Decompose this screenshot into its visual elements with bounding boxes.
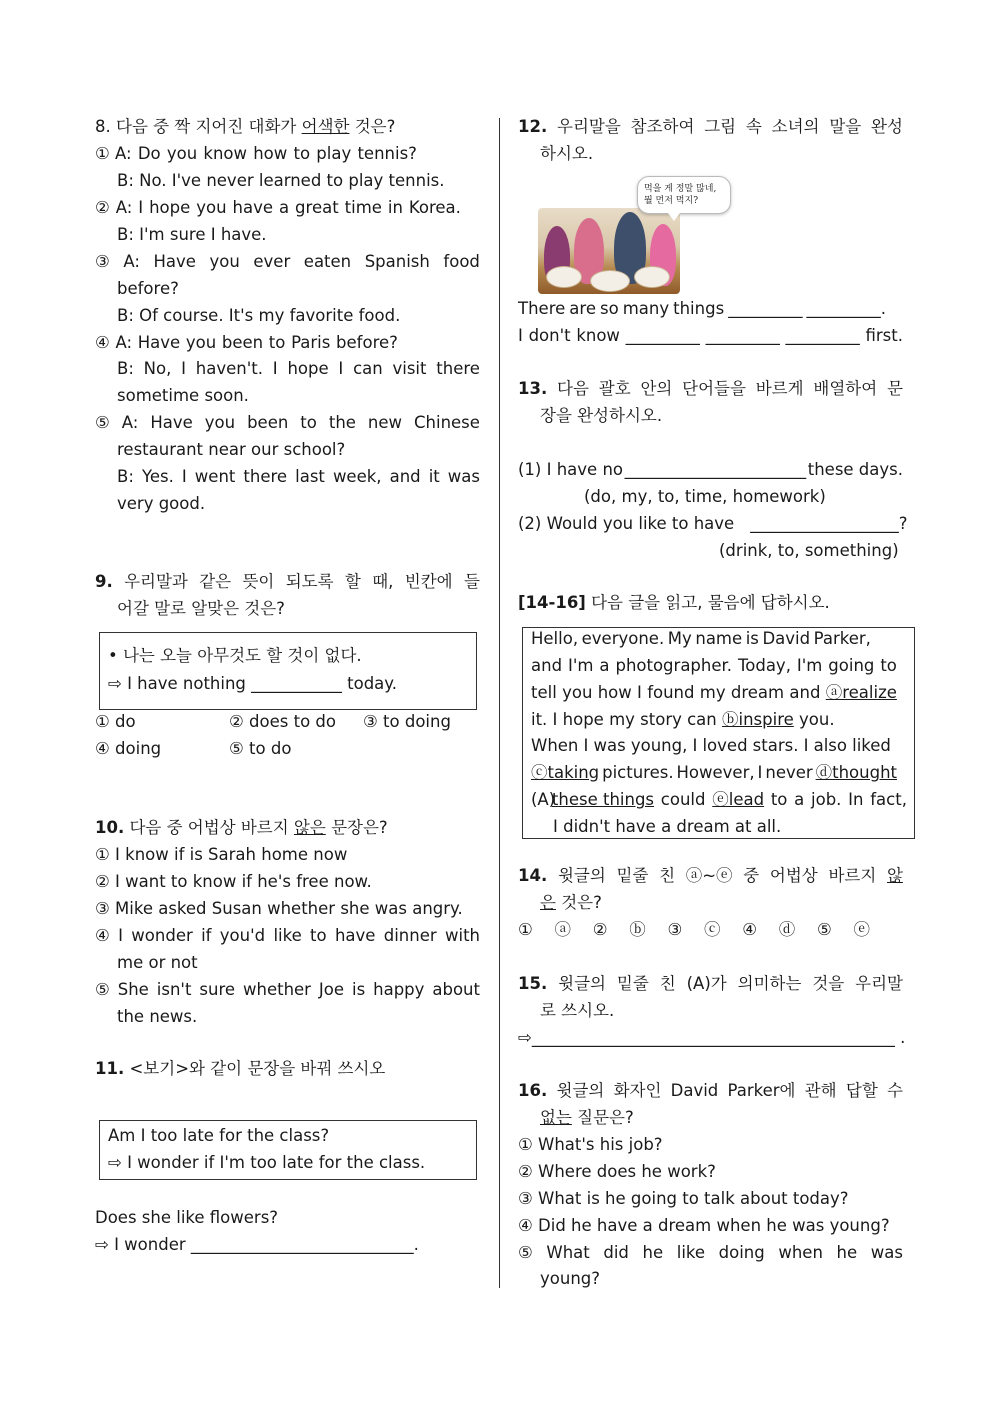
word: David — [762, 629, 811, 648]
word: ⓐ~ⓔ — [685, 866, 733, 885]
word: Do — [137, 144, 161, 163]
word: 바르지 — [828, 866, 877, 885]
word: Hello, — [531, 629, 579, 648]
word: 배열하여 — [813, 379, 878, 398]
word: sure — [199, 980, 236, 999]
word: I — [138, 198, 144, 217]
q9-option-2[interactable]: ② does to do — [229, 712, 336, 731]
word: like — [273, 926, 302, 945]
word: know — [203, 144, 247, 163]
word: 안의 — [640, 379, 673, 398]
q9-example-box — [99, 632, 477, 710]
word: the — [328, 413, 356, 432]
word: when — [778, 1243, 823, 1262]
word: can — [353, 359, 383, 378]
word: ⓓ — [778, 920, 796, 939]
word: young, — [630, 736, 688, 755]
word: dinner — [383, 926, 437, 945]
q10-option-5-b: the news. — [117, 1007, 198, 1026]
word: A: — [115, 333, 133, 352]
word: _________ — [785, 326, 860, 345]
family-meal-photo — [538, 208, 680, 294]
question-15-title-line1: 15. 윗글의 밑줄 친 (A)가 의미하는 것을 우리말 — [518, 974, 903, 993]
word: you — [166, 144, 198, 163]
word: to — [293, 144, 311, 163]
word: many — [622, 299, 670, 318]
word: 윗글의 — [556, 1081, 605, 1100]
word: Have — [137, 333, 181, 352]
word: ② — [592, 920, 608, 939]
word: ⓒ — [703, 920, 721, 939]
word: 다음 — [557, 379, 589, 398]
word: When — [531, 736, 579, 755]
word: if — [201, 926, 212, 945]
word: 말을 — [829, 117, 862, 136]
word: ③ — [667, 920, 683, 939]
word: ⑤ — [95, 980, 110, 999]
word: about — [432, 980, 480, 999]
q9-option-3[interactable]: ③ to doing — [363, 712, 451, 731]
word: ① — [518, 920, 533, 939]
word: I — [272, 359, 278, 378]
passage-line-5 — [531, 735, 891, 757]
word: tell — [531, 683, 557, 702]
question-13-title-line1: 13. 다음 괄호 안의 단어들을 바르게 배열하여 문 — [518, 379, 903, 398]
passage-line-4: it. I hope my story can ⓑinspire you. — [531, 710, 835, 729]
word: he — [642, 1243, 664, 1262]
question-13-title-line2: 장을 완성하시오. — [540, 406, 663, 425]
word: never — [765, 763, 813, 782]
word: A: — [121, 413, 139, 432]
question-12-title-line2: 하시오. — [540, 144, 594, 163]
word: 우리말 — [855, 974, 903, 993]
word: I — [338, 359, 344, 378]
word: was — [447, 467, 480, 486]
word: food — [443, 252, 480, 271]
word: ④ — [742, 920, 757, 939]
question-8-title: 8. 다음 중 짝 지어진 대화가 어색한 것은? — [95, 117, 396, 136]
word: have — [334, 926, 376, 945]
word: 친 — [659, 866, 676, 885]
q8-option-1-a[interactable] — [95, 143, 417, 165]
word: photographer. — [615, 656, 733, 675]
q11-answer-line[interactable]: ⇨ I wonder ___________________________. — [95, 1235, 419, 1254]
word: I — [637, 683, 642, 702]
word: visit — [392, 359, 427, 378]
word: and — [531, 656, 563, 675]
word: Today, — [737, 656, 791, 675]
q10-option-1[interactable]: ① I know if is Sarah home now — [95, 845, 348, 864]
q10-option-5-a[interactable] — [95, 979, 480, 1001]
word: haven't. — [195, 359, 263, 378]
word: I — [803, 736, 809, 755]
q16-option-5-b: young? — [540, 1269, 601, 1288]
word: 친 — [659, 974, 676, 993]
word: 같은 — [199, 572, 232, 591]
word: don't — [528, 326, 571, 345]
word: and — [789, 683, 821, 702]
q8-option-5-d: very good. — [117, 494, 206, 513]
word: No, — [143, 359, 172, 378]
word: ⑤ — [816, 920, 832, 939]
word: have — [232, 198, 274, 217]
q11-example-answer: ⇨ I wonder if I'm too late for the class. — [108, 1153, 426, 1172]
word: 그림 — [704, 117, 737, 136]
word: ______________________ — [624, 460, 807, 479]
passage-line-1 — [531, 628, 871, 650]
word: In — [848, 790, 864, 809]
word: 문 — [886, 379, 903, 398]
q13-sentence-2[interactable]: (2) Would you like to have __________________? — [518, 514, 908, 533]
word: 단어들을 — [682, 379, 746, 398]
word: loved — [702, 736, 748, 755]
word: you'd — [219, 926, 266, 945]
word: going — [828, 656, 875, 675]
q12-sentence-1[interactable] — [518, 298, 886, 320]
word: eaten — [303, 252, 352, 271]
word: tennis? — [357, 144, 417, 163]
word: doing — [718, 1243, 765, 1262]
word: how — [597, 683, 632, 702]
word: My — [667, 629, 692, 648]
word: job. — [811, 790, 842, 809]
word: Chinese — [414, 413, 480, 432]
word: However, — [676, 763, 755, 782]
q9-option-1[interactable]: ① do — [95, 712, 136, 731]
word: to — [880, 656, 897, 675]
word: you — [209, 252, 240, 271]
word: to — [770, 790, 788, 809]
word: there — [436, 359, 480, 378]
word: Yes. — [141, 467, 174, 486]
word: before? — [336, 333, 398, 352]
word: a — [794, 790, 805, 809]
q13-hint-1: (do, my, to, time, homework) — [584, 487, 826, 506]
question-10-title: 10. 다음 중 어법상 바르지 않은 문장은? — [95, 818, 388, 837]
word: ⑤ — [518, 1243, 533, 1262]
passage-line-3: tell you how I found my dream and ⓐrealize — [531, 683, 897, 702]
column-divider — [499, 118, 500, 1288]
word: I — [757, 763, 763, 782]
word: 답할 — [845, 1081, 878, 1100]
word: pictures. — [602, 763, 674, 782]
word: Have — [153, 252, 196, 271]
word: (A)가 — [686, 974, 727, 993]
word: ④ — [95, 926, 110, 945]
passage-line-7: (A) these things could ⓔlead to a job. In fact, — [531, 790, 907, 809]
q13-hint-2: (drink, to, something) — [719, 541, 899, 560]
word: to — [310, 926, 327, 945]
word: is — [745, 629, 759, 648]
word: Joe — [318, 980, 345, 999]
word: to — [300, 413, 317, 432]
question-14-title-line1: 14. 윗글의 밑줄 친 ⓐ~ⓔ 중 어법상 바르지 않 — [518, 866, 903, 885]
word: you — [562, 683, 593, 702]
word: ⑤ — [95, 413, 110, 432]
word: _________ — [728, 299, 803, 318]
word: 의미하는 — [737, 974, 802, 993]
word: great — [295, 198, 339, 217]
word: 밑줄 — [616, 974, 649, 993]
word: A: — [115, 198, 133, 217]
word: I — [692, 736, 698, 755]
word: 중 — [743, 866, 760, 885]
q16-option-5-a[interactable] — [518, 1242, 903, 1264]
q14-options[interactable] — [518, 919, 870, 941]
word: there — [243, 467, 288, 486]
q8-option-2-a[interactable] — [95, 197, 461, 219]
q8-option-4-a[interactable] — [95, 332, 398, 354]
word: time — [344, 198, 382, 217]
word: my — [699, 683, 726, 702]
word: was — [593, 736, 626, 755]
word: ④ — [95, 333, 110, 352]
word: I — [583, 736, 589, 755]
bubble-line-1: 먹을 게 정말 많네, — [644, 184, 717, 194]
word: is — [352, 980, 366, 999]
word: 화자인 — [613, 1081, 662, 1100]
word: name — [695, 629, 743, 648]
word: 속 — [745, 117, 762, 136]
q12-sentence-2[interactable] — [518, 325, 903, 347]
word: been — [247, 413, 289, 432]
word: _________ — [705, 326, 780, 345]
word: I'm — [796, 656, 823, 675]
q10-option-2[interactable]: ② I want to know if he's free now. — [95, 872, 372, 891]
word: ⓔ — [853, 920, 870, 939]
q16-option-1[interactable]: ① What's his job? — [518, 1135, 663, 1154]
word: _________ — [625, 326, 700, 345]
word: these days. — [807, 460, 903, 479]
word: Parker에 — [727, 1081, 796, 1100]
word: so — [599, 299, 619, 318]
q16-option-3[interactable]: ③ What is he going to talk about today? — [518, 1189, 849, 1208]
word: it — [428, 467, 440, 486]
word: Have — [150, 413, 193, 432]
word: 할 — [344, 572, 361, 591]
word: 어법상 — [769, 866, 818, 885]
word: last — [295, 467, 325, 486]
word: you — [196, 198, 227, 217]
word: happy — [373, 980, 425, 999]
word: ever — [253, 252, 291, 271]
word: play — [316, 144, 352, 163]
word: B: — [117, 467, 134, 486]
word: a — [278, 198, 290, 217]
word: 밑줄 — [616, 866, 649, 885]
q10-option-4-b: me or not — [117, 953, 198, 972]
word: in — [387, 198, 403, 217]
word: 완성 — [871, 117, 903, 136]
word: 괄호 — [598, 379, 631, 398]
q9-option-5[interactable]: ⑤ to do — [229, 739, 292, 758]
q9-option-4[interactable]: ④ doing — [95, 739, 162, 758]
word: stars. — [752, 736, 799, 755]
q10-option-3[interactable]: ③ Mike asked Susan whether she was angry. — [95, 899, 463, 918]
word: ⓑ — [629, 920, 646, 939]
word: 빈칸에 — [404, 572, 453, 591]
word: 윗글의 — [557, 866, 606, 885]
word: new — [367, 413, 403, 432]
question-9-title-line2: 어갈 말로 알맞은 것은? — [117, 599, 285, 618]
word: B: — [117, 359, 134, 378]
word: liked — [852, 736, 891, 755]
word: 관해 — [804, 1081, 837, 1100]
word: found — [647, 683, 695, 702]
word: wonder — [131, 926, 193, 945]
word: with — [444, 926, 480, 945]
word: ⓐ — [554, 920, 572, 939]
word: how — [253, 144, 288, 163]
word: I'm — [567, 656, 594, 675]
word: he — [836, 1243, 858, 1262]
q16-option-2[interactable]: ② Where does he work? — [518, 1162, 716, 1181]
word: 참조하여 — [630, 117, 695, 136]
question-11-title: 11. <보기>와 같이 문장을 바꿔 쓰시오 — [95, 1059, 386, 1078]
word: (1) I have no — [518, 460, 624, 479]
question-12-title-line1: 12. 우리말을 참조하여 그림 속 소녀의 말을 완성 — [518, 117, 903, 136]
word: first. — [865, 326, 903, 345]
question-9-title-line1: 9. 우리말과 같은 뜻이 되도록 할 때, 빈칸에 들 — [95, 572, 480, 591]
word: ③ — [95, 252, 110, 271]
passage-line-6: ⓒtaking pictures. However, I never ⓓthought — [531, 763, 897, 782]
word: 우리말과 — [124, 572, 188, 591]
word: I — [518, 326, 523, 345]
word: 되도록 — [285, 572, 334, 591]
q8-option-4-b — [117, 358, 480, 380]
word: was — [870, 1243, 903, 1262]
word: ① A: — [95, 144, 132, 163]
word: also — [813, 736, 847, 755]
word: fact, — [870, 790, 907, 809]
question-16-title-line1: 16. 윗글의 화자인 David Parker에 관해 답할 수 — [518, 1081, 903, 1100]
word: 뜻이 — [242, 572, 275, 591]
word: know — [576, 326, 620, 345]
q9-korean-sentence: • 나는 오늘 아무것도 할 것이 없다. — [108, 646, 362, 665]
word: There — [518, 299, 566, 318]
word: ② — [95, 198, 110, 217]
word: What — [546, 1243, 590, 1262]
word: I — [181, 467, 187, 486]
girl-speech-bubble — [637, 176, 731, 214]
q8-option-3-a[interactable] — [95, 251, 480, 273]
q8-option-1-b: B: No. I've never learned to play tennis. — [117, 171, 445, 190]
word: 우리말을 — [557, 117, 621, 136]
reading-passage-box — [522, 627, 915, 839]
word: Korea. — [408, 198, 461, 217]
word: Parker, — [813, 629, 871, 648]
word: I — [181, 359, 187, 378]
q8-option-5-c — [117, 466, 480, 488]
word: everyone. — [581, 629, 665, 648]
question-16-title-line2: 없는 질문은? — [540, 1108, 634, 1127]
q8-option-3-c: B: Of course. It's my favorite food. — [117, 306, 401, 325]
word: Paris — [291, 333, 331, 352]
word: to — [268, 333, 286, 352]
q8-option-4-c: sometime soon. — [117, 386, 249, 405]
word: She — [117, 980, 149, 999]
word: dream — [730, 683, 785, 702]
q11-question: Does she like flowers? — [95, 1208, 279, 1227]
word: did — [603, 1243, 629, 1262]
word: Spanish — [364, 252, 430, 271]
questions-14-16-title: [14-16] 다음 글을 읽고, 물음에 답하시오. — [518, 593, 830, 612]
q13-sentence-1[interactable] — [518, 459, 903, 481]
q8-option-5-b: restaurant near our school? — [117, 440, 346, 459]
word: whether — [243, 980, 311, 999]
word: hope — [287, 359, 329, 378]
word: been — [221, 333, 264, 352]
question-15-title-line2: 로 쓰시오. — [540, 1001, 615, 1020]
q10-option-4-a[interactable] — [95, 925, 480, 947]
word: are — [569, 299, 596, 318]
word: you — [204, 413, 236, 432]
q11-example-box — [99, 1120, 477, 1180]
q8-option-5-a[interactable] — [95, 412, 480, 434]
passage-line-2 — [531, 655, 897, 677]
word: 것을 — [812, 974, 845, 993]
bubble-line-2: 뭘 먼저 먹지? — [644, 196, 699, 206]
word: hope — [149, 198, 191, 217]
q8-option-3-b: before? — [117, 279, 179, 298]
word: like — [676, 1243, 706, 1262]
q8-option-2-b: B: I'm sure I have. — [117, 225, 267, 244]
word: you — [185, 333, 217, 352]
word: I — [118, 926, 123, 945]
word: David — [670, 1081, 719, 1100]
question-14-title-line2: 은 것은? — [540, 893, 602, 912]
word: 들 — [463, 572, 480, 591]
q11-example-question: Am I too late for the class? — [108, 1126, 330, 1145]
word: 바르게 — [755, 379, 804, 398]
word: a — [599, 656, 610, 675]
word: went — [194, 467, 236, 486]
word: and — [389, 467, 421, 486]
word: 때, — [372, 572, 394, 591]
word: isn't — [156, 980, 192, 999]
word: 윗글의 — [558, 974, 606, 993]
word: A: — [123, 252, 140, 271]
word: _________. — [806, 299, 886, 318]
q9-english-sentence: ⇨ I have nothing ___________ today. — [108, 674, 397, 693]
word: week, — [332, 467, 382, 486]
word: 수 — [887, 1081, 903, 1100]
q16-option-4[interactable]: ④ Did he have a dream when he was young? — [518, 1216, 890, 1235]
word: things — [673, 299, 725, 318]
q15-answer-line[interactable]: ⇨____________________________________________ . — [518, 1028, 906, 1047]
passage-line-8: I didn't have a dream at all. — [553, 817, 782, 836]
word: 소녀의 — [771, 117, 820, 136]
